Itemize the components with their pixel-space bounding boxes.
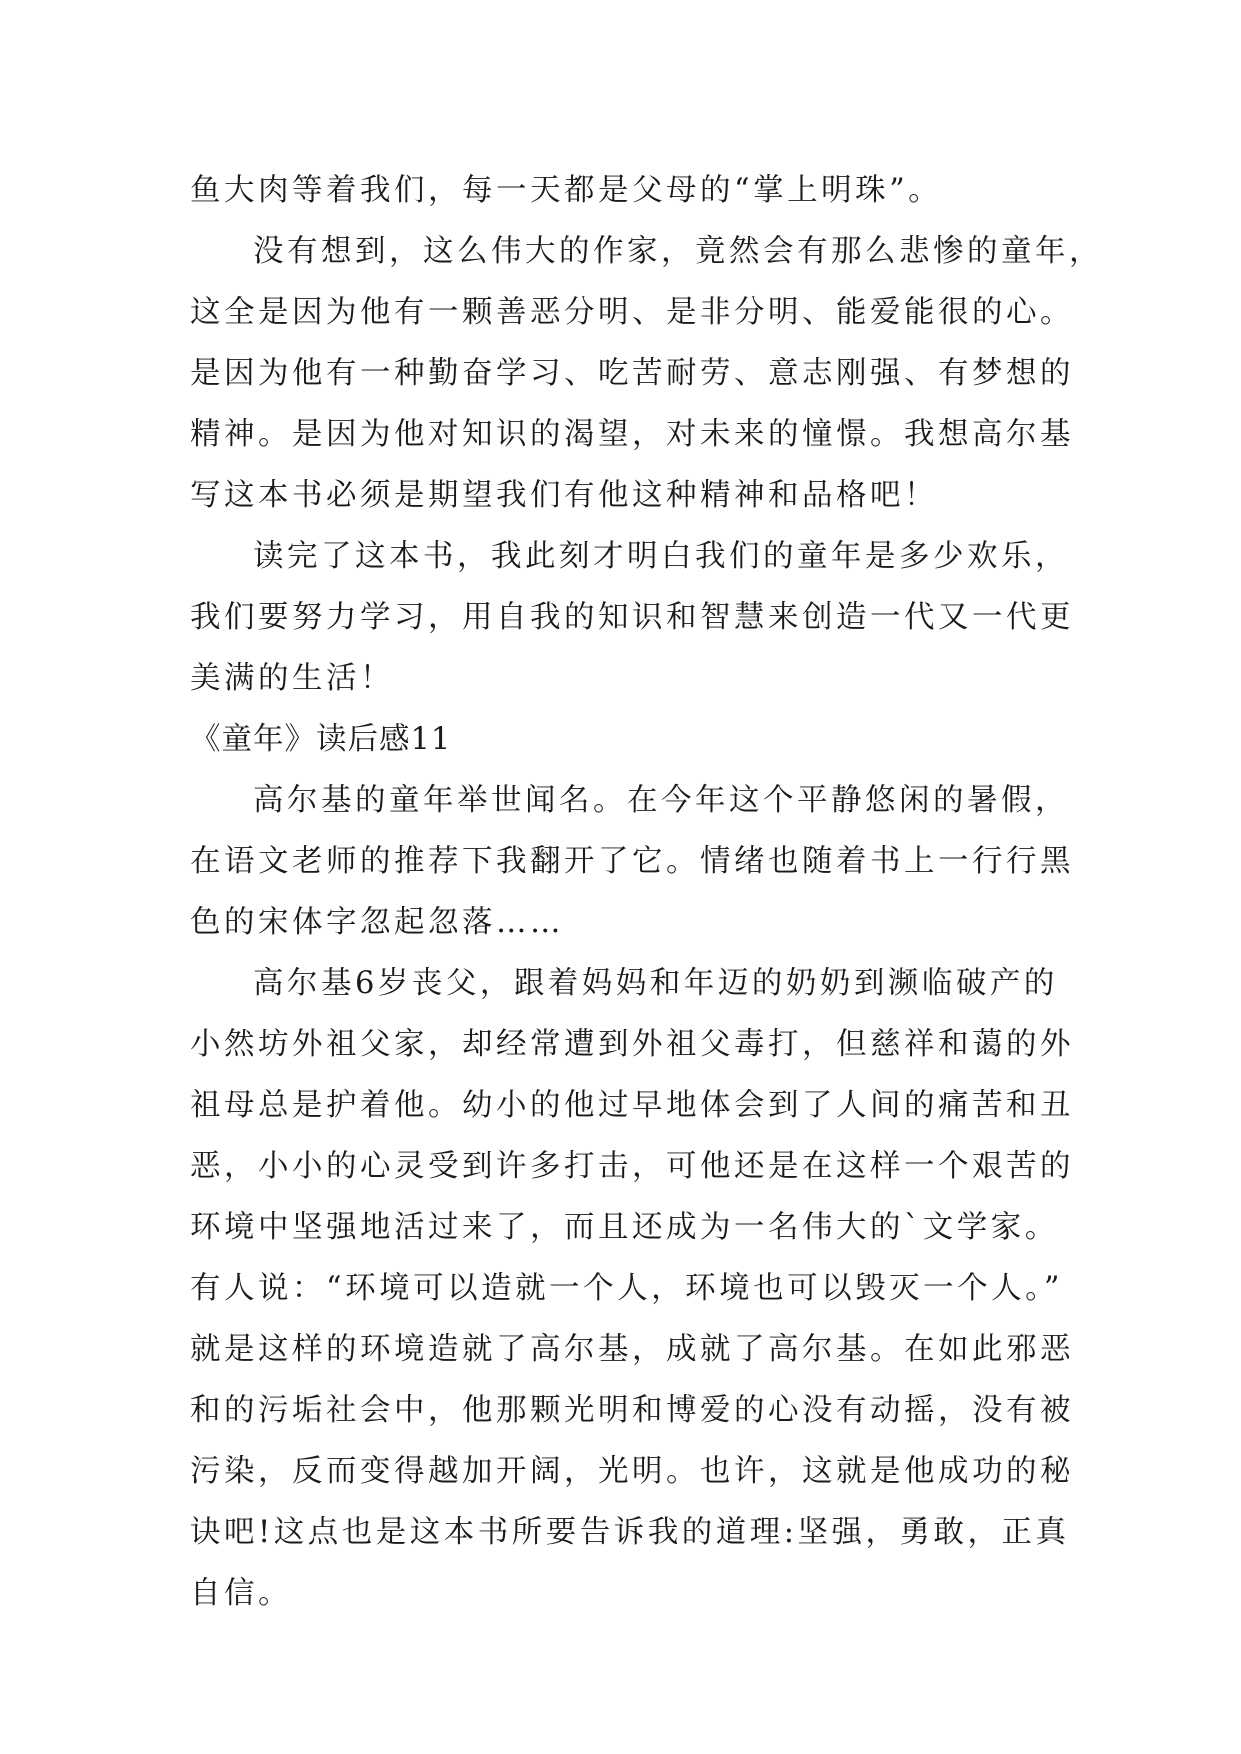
document-body [190, 160, 1103, 1624]
text-line-7: 读完了这本书，我此刻才明白我们的童年是多少欢乐， [253, 539, 1069, 574]
text-line-11: 高尔基的童年举世闻名。在今年这个平静悠闲的暑假， [253, 783, 1069, 818]
text-line-23: 诀吧!这点也是这本书所要告诉我的道理:坚强，勇敢，正真 [190, 1515, 1070, 1550]
text-line-13: 色的宋体字忽起忽落…… [190, 905, 564, 940]
text-line-8: 我们要努力学习，用自我的知识和智慧来创造一代又一代更 [190, 600, 1074, 635]
text-line-12: 在语文老师的推荐下我翻开了它。情绪也随着书上一行行黑 [190, 844, 1074, 879]
text-line-9: 美满的生活！ [190, 661, 394, 696]
section-heading: 《童年》读后感11 [190, 722, 452, 757]
text-line-24: 自信。 [190, 1576, 292, 1611]
text-line-15: 小然坊外祖父家，却经常遭到外祖父毒打，但慈祥和蔼的外 [190, 1027, 1074, 1062]
text-line-22: 污染，反而变得越加开阔，光明。也许，这就是他成功的秘 [190, 1454, 1074, 1489]
text-line-4: 是因为他有一种勤奋学习、吃苦耐劳、意志刚强、有梦想的 [190, 356, 1074, 391]
text-line-16: 祖母总是护着他。幼小的他过早地体会到了人间的痛苦和丑 [190, 1088, 1074, 1123]
text-line-6: 写这本书必须是期望我们有他这种精神和品格吧！ [190, 478, 938, 513]
text-line-5: 精神。是因为他对知识的渴望，对未来的憧憬。我想高尔基 [190, 417, 1074, 452]
text-line-3: 这全是因为他有一颗善恶分明、是非分明、能爱能很的心。 [190, 295, 1074, 330]
text-line-20: 就是这样的环境造就了高尔基，成就了高尔基。在如此邪恶 [190, 1332, 1074, 1367]
text-line-17: 恶，小小的心灵受到许多打击，可他还是在这样一个艰苦的 [190, 1149, 1074, 1184]
text-line-21: 和的污垢社会中，他那颗光明和博爱的心没有动摇，没有被 [190, 1393, 1074, 1428]
text-line-14: 高尔基6岁丧父，跟着妈妈和年迈的奶奶到濒临破产的 [253, 966, 1058, 1001]
text-line-18: 环境中坚强地活过来了，而且还成为一名伟大的`文学家。 [190, 1210, 1059, 1245]
text-line-2: 没有想到，这么伟大的作家，竟然会有那么悲惨的童年， [253, 234, 1103, 269]
text-line-19: 有人说：“环境可以造就一个人，环境也可以毁灭一个人。” [190, 1271, 1063, 1306]
text-line-1: 鱼大肉等着我们，每一天都是父母的“掌上明珠”。 [190, 173, 943, 208]
